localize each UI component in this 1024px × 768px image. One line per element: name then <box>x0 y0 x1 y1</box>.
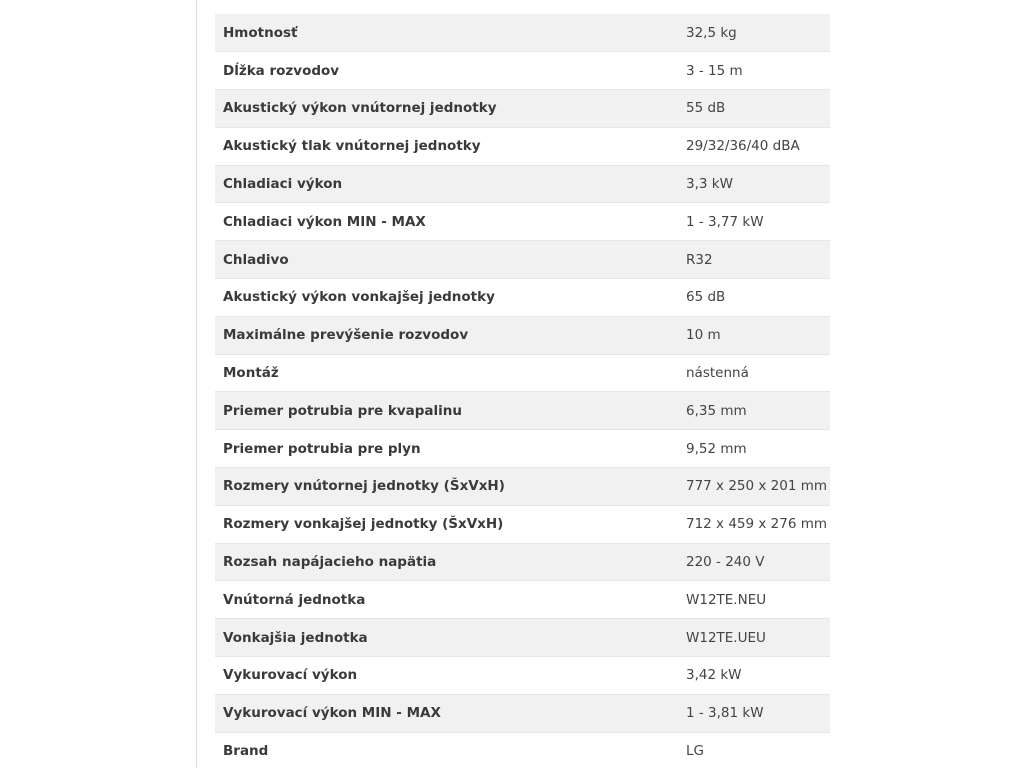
spec-label: Dĺžka rozvodov <box>223 62 340 79</box>
spec-value: nástenná <box>686 365 749 382</box>
spec-label: Montáž <box>223 365 279 382</box>
spec-label: Vykurovací výkon <box>223 667 358 684</box>
spec-value: 220 - 240 V <box>686 554 765 571</box>
spec-value: 32,5 kg <box>686 24 737 41</box>
content-divider <box>196 0 197 768</box>
spec-value: W12TE.UEU <box>686 629 766 646</box>
spec-value: 1 - 3,77 kW <box>686 213 764 230</box>
spec-value: LG <box>686 743 704 760</box>
spec-value: W12TE.NEU <box>686 591 767 608</box>
spec-row-refrigerant <box>215 241 830 279</box>
spec-label: Maximálne prevýšenie rozvodov <box>223 327 469 344</box>
spec-label: Hmotnosť <box>223 24 298 41</box>
spec-row-heating-range <box>215 694 830 732</box>
spec-value: 65 dB <box>686 289 726 306</box>
spec-label: Rozmery vonkajšej jednotky (ŠxVxH) <box>223 516 504 533</box>
spec-value: 6,35 mm <box>686 402 747 419</box>
spec-value: 3,42 kW <box>686 667 742 684</box>
spec-label: Chladivo <box>223 251 289 268</box>
spec-row-pipe-length <box>215 52 830 90</box>
spec-label: Priemer potrubia pre plyn <box>223 440 421 457</box>
spec-value: 29/32/36/40 dBA <box>686 138 800 155</box>
spec-row-mounting <box>215 354 830 392</box>
spec-value: 3 - 15 m <box>686 62 743 79</box>
spec-label: Vonkajšia jednotka <box>223 629 368 646</box>
spec-row-voltage-range <box>215 543 830 581</box>
spec-row-indoor-dimensions <box>215 468 830 506</box>
spec-value: 10 m <box>686 327 721 344</box>
spec-label: Chladiaci výkon MIN - MAX <box>223 213 426 230</box>
spec-row-outdoor-sound-power <box>215 279 830 317</box>
spec-row-gas-pipe-diameter <box>215 430 830 468</box>
spec-label: Rozmery vnútornej jednotky (ŠxVxH) <box>223 478 505 495</box>
spec-row-outdoor-dimensions <box>215 505 830 543</box>
spec-label: Akustický výkon vonkajšej jednotky <box>223 289 495 306</box>
spec-value: 712 x 459 x 276 mm <box>686 516 828 533</box>
spec-label: Priemer potrubia pre kvapalinu <box>223 402 462 419</box>
spec-row-indoor-unit <box>215 581 830 619</box>
spec-row-liquid-pipe-diameter <box>215 392 830 430</box>
spec-label: Chladiaci výkon <box>223 176 343 193</box>
spec-row-weight <box>215 14 830 52</box>
spec-row-heating-capacity <box>215 657 830 695</box>
spec-row-indoor-sound-power <box>215 90 830 128</box>
spec-value: 9,52 mm <box>686 440 747 457</box>
spec-row-max-height-difference <box>215 316 830 354</box>
spec-label: Vnútorná jednotka <box>223 591 366 608</box>
spec-label: Rozsah napájacieho napätia <box>223 554 437 571</box>
spec-row-cooling-range <box>215 203 830 241</box>
spec-row-outdoor-unit <box>215 619 830 657</box>
spec-row-brand <box>215 732 830 768</box>
spec-label: Vykurovací výkon MIN - MAX <box>223 705 441 722</box>
spec-value: 55 dB <box>686 100 726 117</box>
spec-value: R32 <box>686 251 713 268</box>
spec-value: 777 x 250 x 201 mm <box>686 478 828 495</box>
spec-label: Brand <box>223 743 269 760</box>
spec-row-indoor-sound-pressure <box>215 127 830 165</box>
spec-value: 1 - 3,81 kW <box>686 705 764 722</box>
spec-row-cooling-capacity <box>215 165 830 203</box>
spec-value: 3,3 kW <box>686 176 733 193</box>
spec-label: Akustický tlak vnútornej jednotky <box>223 138 481 155</box>
spec-table <box>215 14 830 768</box>
spec-label: Akustický výkon vnútornej jednotky <box>223 100 497 117</box>
